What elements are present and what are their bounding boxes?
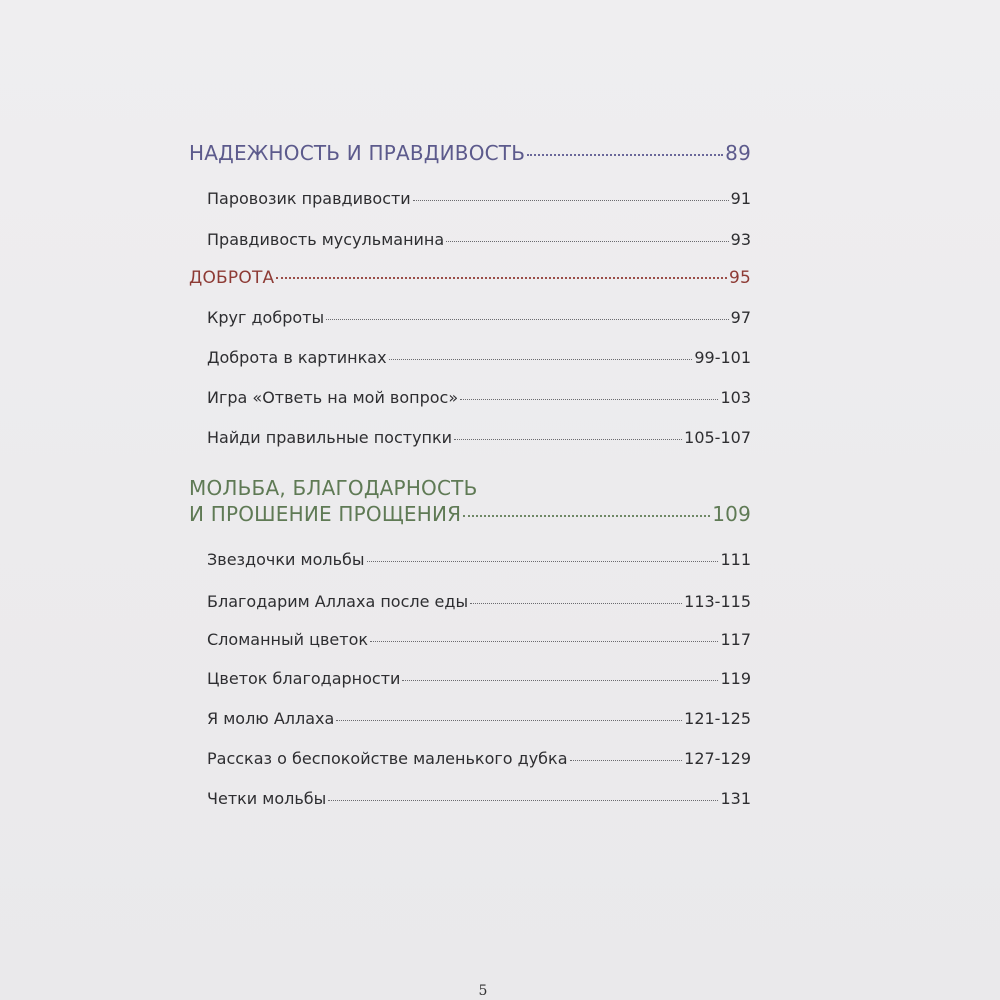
toc-section-title-line1: МОЛЬБА, БЛАГОДАРНОСТЬ [189,476,478,500]
toc-section-title: НАДЕЖНОСТЬ И ПРАВДИВОСТЬ [189,141,526,165]
toc-entry-title: Благодарим Аллаха после еды [207,592,469,611]
toc-entry-title: Рассказ о беспокойстве маленького дубка [207,749,568,768]
toc-entry-title: Игра «Ответь на мой вопрос» [207,388,459,407]
toc-entry-title: Найди правильные поступки [207,428,453,447]
toc-section-kindness[interactable] [189,268,751,288]
dot-leader [570,760,683,761]
dot-leader [413,200,729,201]
toc-page-number: 95 [728,268,751,288]
dot-leader [367,561,719,562]
toc-page-number: 103 [720,388,751,407]
toc-page-number: 127-129 [684,749,751,768]
toc-page-number: 99-101 [694,348,751,367]
dot-leader [463,515,710,517]
toc-entry-title: Паровозик правдивости [207,189,411,208]
toc-section-title-row [189,502,751,526]
dot-leader [336,720,682,721]
toc-entry[interactable] [207,348,751,367]
toc-page-number: 111 [720,550,751,569]
toc-entry-title: Цветок благодарности [207,669,401,688]
toc-entry[interactable] [207,789,751,808]
page-folio-number: 5 [478,983,488,999]
toc-page-number: 93 [730,230,751,249]
toc-entry-title: Круг доброты [207,308,325,327]
toc-page-number: 113-115 [684,592,751,611]
dot-leader [454,439,682,440]
dot-leader [446,241,728,242]
toc-entry[interactable] [207,189,751,208]
toc-page-number: 89 [725,141,751,165]
toc-entry-title: Правдивость мусульманина [207,230,445,249]
dot-leader [527,154,723,156]
dot-leader [460,399,718,400]
toc-page-number: 121-125 [684,709,751,728]
toc-entry[interactable] [207,749,751,768]
dot-leader [370,641,718,642]
dot-leader [470,603,682,604]
toc-entry[interactable] [207,709,751,728]
toc-section-title-line2: И ПРОШЕНИЕ ПРОЩЕНИЯ [189,502,462,526]
toc-entry[interactable] [207,592,751,611]
toc-entry[interactable] [207,630,751,649]
toc-page-number: 91 [730,189,751,208]
toc-section-title: ДОБРОТА [189,268,275,288]
dot-leader [276,277,727,279]
toc-entry[interactable] [207,308,751,327]
toc-page-number: 97 [730,308,751,327]
toc-page-number: 105-107 [684,428,751,447]
toc-page-number: 119 [720,669,751,688]
toc-entry[interactable] [207,428,751,447]
toc-page-number: 109 [712,502,751,526]
toc-entry-title: Четки мольбы [207,789,327,808]
toc-entry[interactable] [207,669,751,688]
dot-leader [389,359,693,360]
toc-page-number: 117 [720,630,751,649]
toc-page-number: 131 [720,789,751,808]
toc-entry[interactable] [207,388,751,407]
toc-entry-title: Я молю Аллаха [207,709,335,728]
toc-entry-title: Звездочки мольбы [207,550,365,569]
toc-entry-title: Доброта в картинках [207,348,387,367]
toc-entry[interactable] [207,230,751,249]
toc-entry[interactable] [207,550,751,569]
toc-section-reliability[interactable] [189,141,751,165]
dot-leader [402,680,718,681]
dot-leader [326,319,729,320]
toc-entry-title: Сломанный цветок [207,630,369,649]
dot-leader [328,800,718,801]
